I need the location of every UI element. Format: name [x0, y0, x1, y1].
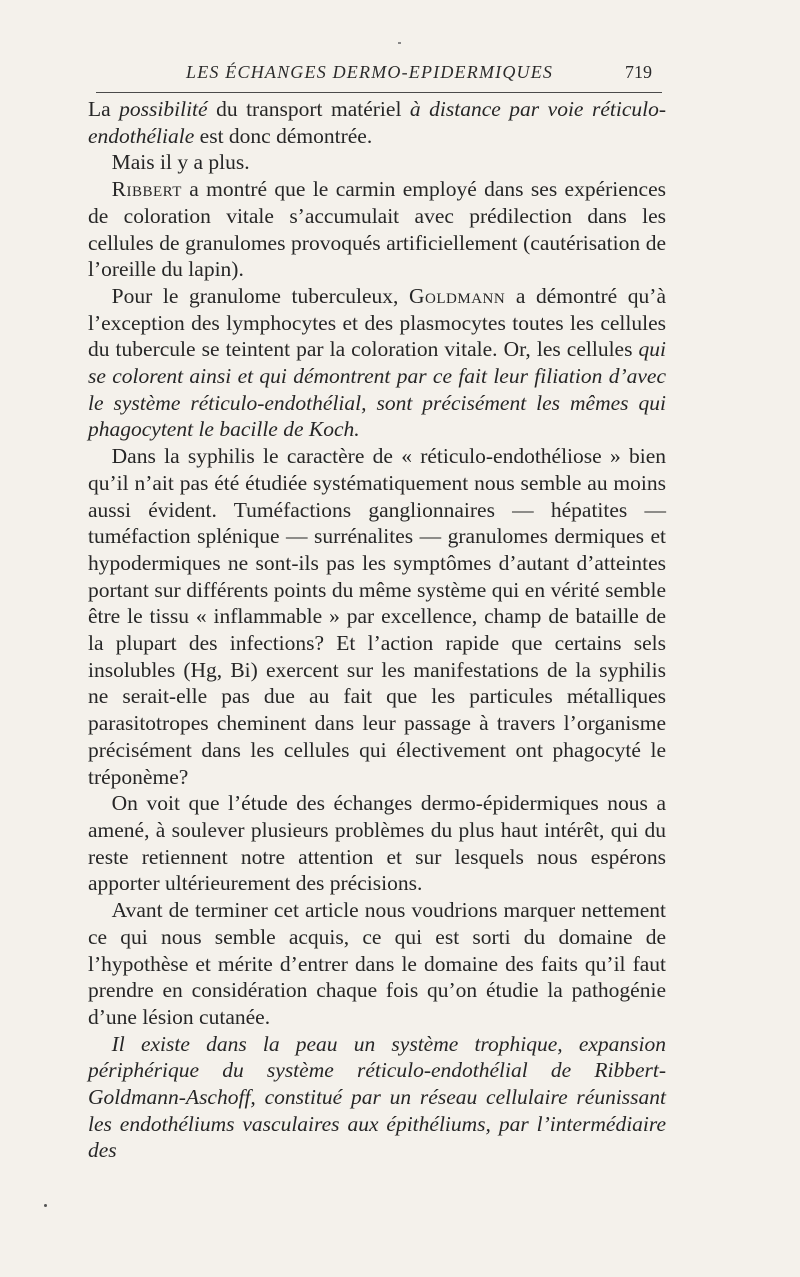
paragraph [88, 897, 666, 1031]
text-run: On voit que l’étude des échanges dermo-épidermiques nous a amené, à soulever plusieurs problèmes du plus haut intérêt, qui du reste retiennent notre attention et sur lesquels nous espérons apporter ultérieurement des précisions. [88, 791, 666, 896]
text-run: Goldmann [409, 283, 506, 308]
text-run: Il existe dans la peau un système trophique, expansion périphérique du système réticulo-endothélial de Ribbert-Goldmann-Aschoff, constitué par un réseau cellulaire réunissant les endothéliums vasculaires aux épithéliums, par l’intermédiaire des [88, 1031, 666, 1163]
paragraph [88, 96, 666, 149]
paragraph [88, 443, 666, 790]
paragraph [88, 790, 666, 897]
page-number: 719 [625, 62, 652, 82]
paragraph [88, 283, 666, 443]
text-run: est donc démontrée. [194, 123, 373, 148]
paragraph [88, 176, 666, 283]
running-title: LES ÉCHANGES DERMO-EPIDERMIQUES [186, 62, 554, 82]
text-run: du transport matériel [207, 97, 410, 121]
text-run: Dans la syphilis le caractère de « réticulo-endothéliose » bien qu’il n’ait pas été étudiée systématiquement nous semble au moins aussi évident. Tuméfactions ganglionnaires — hépatites — tuméfaction splénique — surrénalites — granulomes dermiques et hypodermiques ne sont-ils pas les symptômes d’autant d’atteintes portant sur différents points du même système qui en vérité semble être le tissu « inflammable » par excellence, champ de bataille de la plupart des infections? Et l’action rapide que certains sels insolubles (Hg, Bi) exercent sur les manifestations de la syphilis ne serait-elle pas due au fait que les particules métalliques parasitotropes cheminent dans leur passage à travers l’organisme précisément dans les cellules qui électivement ont phagocyté le tréponème? [88, 444, 666, 789]
text-run: Ribbert [111, 177, 182, 202]
text-run: Mais il y a plus. [111, 150, 250, 175]
text-run: La [88, 97, 120, 121]
text-run: possibilité [119, 97, 208, 121]
body-text [88, 96, 666, 1164]
text-run: à distance par voie réticulo-endothéliale [88, 97, 667, 148]
text-run: qui se colorent ainsi et qui démontrent par ce fait leur filiation d’avec le système réticulo-endothélial, sont précisément les mêmes qui phagocytent le bacille de Koch. [88, 337, 666, 442]
text-run: Pour le granulome tuberculeux, [111, 283, 410, 308]
text-run: Avant de terminer cet article nous voudrions marquer nettement ce qui nous semble acquis, ce qui est sorti du domaine de l’hypothèse et mérite d’entrer dans le domaine des faits qu’il faut prendre en considération chaque fois qu’on étudie la pathogénie d’une lésion cutanée. [88, 898, 666, 1029]
paragraph [88, 149, 666, 176]
print-mark [398, 42, 401, 44]
print-mark [44, 1204, 47, 1207]
header-rule [96, 92, 662, 93]
text-run: a montré que le carmin employé dans ses expériences de coloration vitale s’accumulait avec prédilection dans les cellules de granulomes provoqués artificiellement (cautérisation de l’oreille du lapin). [88, 177, 666, 282]
text-run: a démontré qu’à l’exception des lymphocytes et des plasmocytes toutes les cellules du tubercule se teintent par la coloration vitale. Or, les cellules [88, 283, 667, 362]
paragraph [88, 1031, 666, 1165]
